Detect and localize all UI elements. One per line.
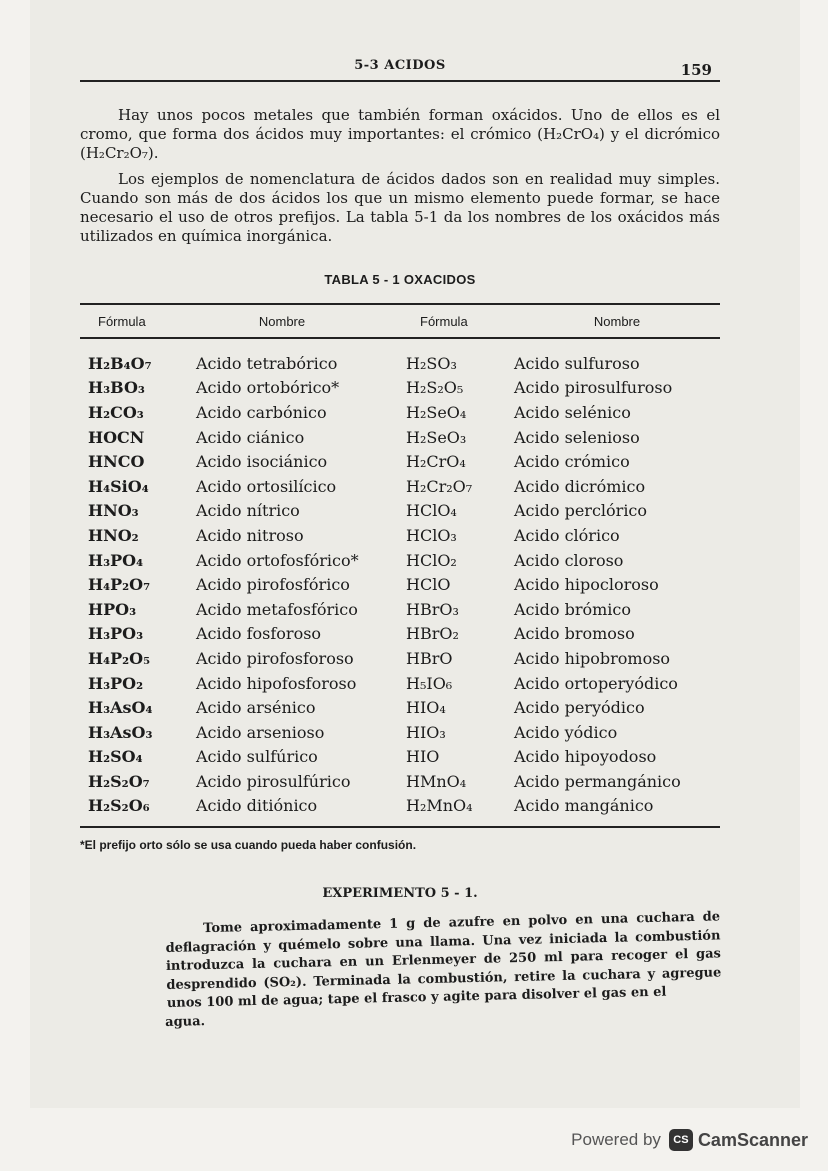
name-cell: Acido perclórico <box>514 501 648 521</box>
formula-cell: HClO₂ <box>406 550 457 570</box>
name-cell: Acido hipobromoso <box>514 648 671 668</box>
footnote: *El prefijo orto sólo se usa cuando pueda haber confusión. <box>80 838 417 853</box>
formula-cell: HBrO₂ <box>406 624 459 644</box>
name-cell: Acido metafosfórico <box>196 599 358 619</box>
powered-by-label: Powered by <box>571 1130 661 1149</box>
table-body <box>80 339 720 828</box>
name-cell: Acido yódico <box>514 722 618 742</box>
formula-cell: H₂SO₃ <box>406 353 457 373</box>
formula-cell: HBrO <box>406 648 453 668</box>
name-cell: Acido clórico <box>514 525 620 545</box>
table-row <box>80 794 720 819</box>
table-row <box>80 720 720 745</box>
name-cell: Acido crómico <box>514 452 630 472</box>
name-cell: Acido selenioso <box>514 427 640 447</box>
formula-cell: H₂Cr₂O₇ <box>406 476 473 496</box>
name-cell: Acido bromoso <box>514 624 635 644</box>
name-cell: Acido pirosulfúrico <box>196 771 351 791</box>
name-cell: Acido isociánico <box>196 452 328 472</box>
table-row <box>80 745 720 770</box>
header-nombre-2: Nombre <box>593 313 641 329</box>
name-cell: Acido nitroso <box>196 525 304 545</box>
camscanner-watermark <box>568 1124 808 1156</box>
table-row <box>80 572 720 597</box>
formula-cell: H₂B₄O₇ <box>88 353 152 373</box>
formula-cell: HClO₃ <box>406 525 457 545</box>
table-row <box>80 351 720 376</box>
page-header <box>80 50 720 82</box>
table-row <box>80 499 720 524</box>
page-number: 159 <box>680 61 712 79</box>
name-cell: Acido ortobórico* <box>196 378 340 398</box>
formula-cell: H₂S₂O₇ <box>88 771 150 791</box>
table-row <box>80 449 720 474</box>
paragraph-chromium-acids: Hay unos pocos metales que también forman oxácidos. Uno de ellos es el cromo, que forma dos ácidos muy importantes: el crómico (H₂CrO₄) y el dicrómico (H₂Cr₂O₇). <box>80 106 720 162</box>
name-cell: Acido hipoyodoso <box>514 747 657 767</box>
formula-cell: HClO <box>406 575 451 595</box>
formula-cell: H₃PO₄ <box>88 550 144 570</box>
name-cell: Acido cloroso <box>514 550 624 570</box>
formula-cell: HBrO₃ <box>406 599 459 619</box>
formula-cell: HIO₄ <box>406 698 446 718</box>
formula-cell: HIO₃ <box>406 722 446 742</box>
name-cell: Acido fosforoso <box>196 624 322 644</box>
experiment-body-end: agua. <box>165 1013 206 1030</box>
formula-cell: H₂SeO₄ <box>406 402 467 422</box>
formula-cell: H₂SO₄ <box>88 747 143 767</box>
name-cell: Acido brómico <box>514 599 631 619</box>
formula-cell: H₄P₂O₇ <box>88 575 151 595</box>
name-cell: Acido arsénico <box>196 698 316 718</box>
name-cell: Acido pirofosfórico <box>196 575 350 595</box>
formula-cell: H₂SeO₃ <box>406 427 467 447</box>
formula-cell: HNCO <box>88 452 145 472</box>
name-cell: Acido mangánico <box>514 796 654 816</box>
section-title: 5-3 ACIDOS <box>354 58 446 73</box>
name-cell: Acido hipofosforoso <box>196 673 357 693</box>
table-row <box>80 548 720 573</box>
formula-cell: HOCN <box>88 427 145 447</box>
name-cell: Acido ortoperyódico <box>514 673 678 693</box>
paragraph-nomenclature: Los ejemplos de nomenclatura de ácidos dados son en realidad muy simples. Cuando son más de dos ácidos los que un mismo elemento puede formar, se hace necesario el uso de otros prefijos. La tabla 5-1 da los nombres de los oxácidos más utilizados en química inorgánica. <box>80 170 720 245</box>
formula-cell: H₄P₂O₅ <box>88 648 151 668</box>
table-row <box>80 425 720 450</box>
table-row <box>80 769 720 794</box>
formula-cell: HNO₃ <box>88 501 139 521</box>
header-formula-2: Fórmula <box>420 313 468 329</box>
name-cell: Acido ciánico <box>196 427 305 447</box>
table-row <box>80 376 720 401</box>
formula-cell: HMnO₄ <box>406 771 467 791</box>
formula-cell: H₂CO₃ <box>88 402 144 422</box>
name-cell: Acido sulfúrico <box>196 747 318 767</box>
name-cell: Acido selénico <box>514 402 631 422</box>
name-cell: Acido arsenioso <box>196 722 325 742</box>
formula-cell: H₂MnO₄ <box>406 796 473 816</box>
formula-cell: H₃AsO₃ <box>88 722 153 742</box>
formula-cell: HPO₃ <box>88 599 137 619</box>
name-cell: Acido ortofosfórico* <box>196 550 359 570</box>
table-row <box>80 695 720 720</box>
name-cell: Acido carbónico <box>196 402 327 422</box>
formula-cell: HNO₂ <box>88 525 139 545</box>
formula-cell: H₂CrO₄ <box>406 452 466 472</box>
formula-cell: H₃BO₃ <box>88 378 145 398</box>
table-title: TABLA 5 - 1 OXACIDOS <box>324 272 476 287</box>
table-row <box>80 671 720 696</box>
table-header <box>80 305 720 339</box>
camscanner-logo-icon: CS <box>669 1129 693 1151</box>
table-row <box>80 474 720 499</box>
formula-cell: H₅IO₆ <box>406 673 453 693</box>
experiment-title: EXPERIMENTO 5 - 1. <box>322 886 478 902</box>
table-row <box>80 597 720 622</box>
header-formula-1: Fórmula <box>98 313 146 329</box>
formula-cell: H₂S₂O₆ <box>88 796 150 816</box>
camscanner-brand: CamScanner <box>697 1129 808 1150</box>
formula-cell: H₂S₂O₅ <box>406 378 464 398</box>
formula-cell: HClO₄ <box>406 501 457 521</box>
name-cell: Acido sulfuroso <box>514 353 640 373</box>
formula-cell: H₄SiO₄ <box>88 476 149 496</box>
name-cell: Acido ditiónico <box>196 796 318 816</box>
name-cell: Acido nítrico <box>196 501 300 521</box>
name-cell: Acido pirofosforoso <box>196 648 354 668</box>
formula-cell: H₃PO₃ <box>88 624 144 644</box>
name-cell: Acido ortosilícico <box>196 476 337 496</box>
name-cell: Acido hipocloroso <box>514 575 659 595</box>
book-page <box>80 50 720 1032</box>
formula-cell: H₃AsO₄ <box>88 698 153 718</box>
table-row <box>80 622 720 647</box>
name-cell: Acido dicrómico <box>514 476 646 496</box>
name-cell: Acido peryódico <box>514 698 645 718</box>
table-row <box>80 523 720 548</box>
name-cell: Acido pirosulfuroso <box>514 378 673 398</box>
table-row <box>80 646 720 671</box>
name-cell: Acido permangánico <box>514 771 681 791</box>
formula-cell: HIO <box>406 747 440 767</box>
header-nombre-1: Nombre <box>258 313 306 329</box>
experiment-body: Tome aproximadamente 1 g de azufre en polvo en una cuchara de deflagración y quémelo sobre una llama. Una vez iniciada la combustión introduzca la cuchara en un Erlenmeyer de 250 ml para recoger el gas desprendido (SO₂). Terminada la combustión, retire la cuchara y agregue unos 100 ml de agua; tape el frasco y agite para disolver el gas en el <box>165 909 722 1012</box>
table-row <box>80 400 720 425</box>
name-cell: Acido tetrabórico <box>196 353 338 373</box>
formula-cell: H₃PO₂ <box>88 673 144 693</box>
